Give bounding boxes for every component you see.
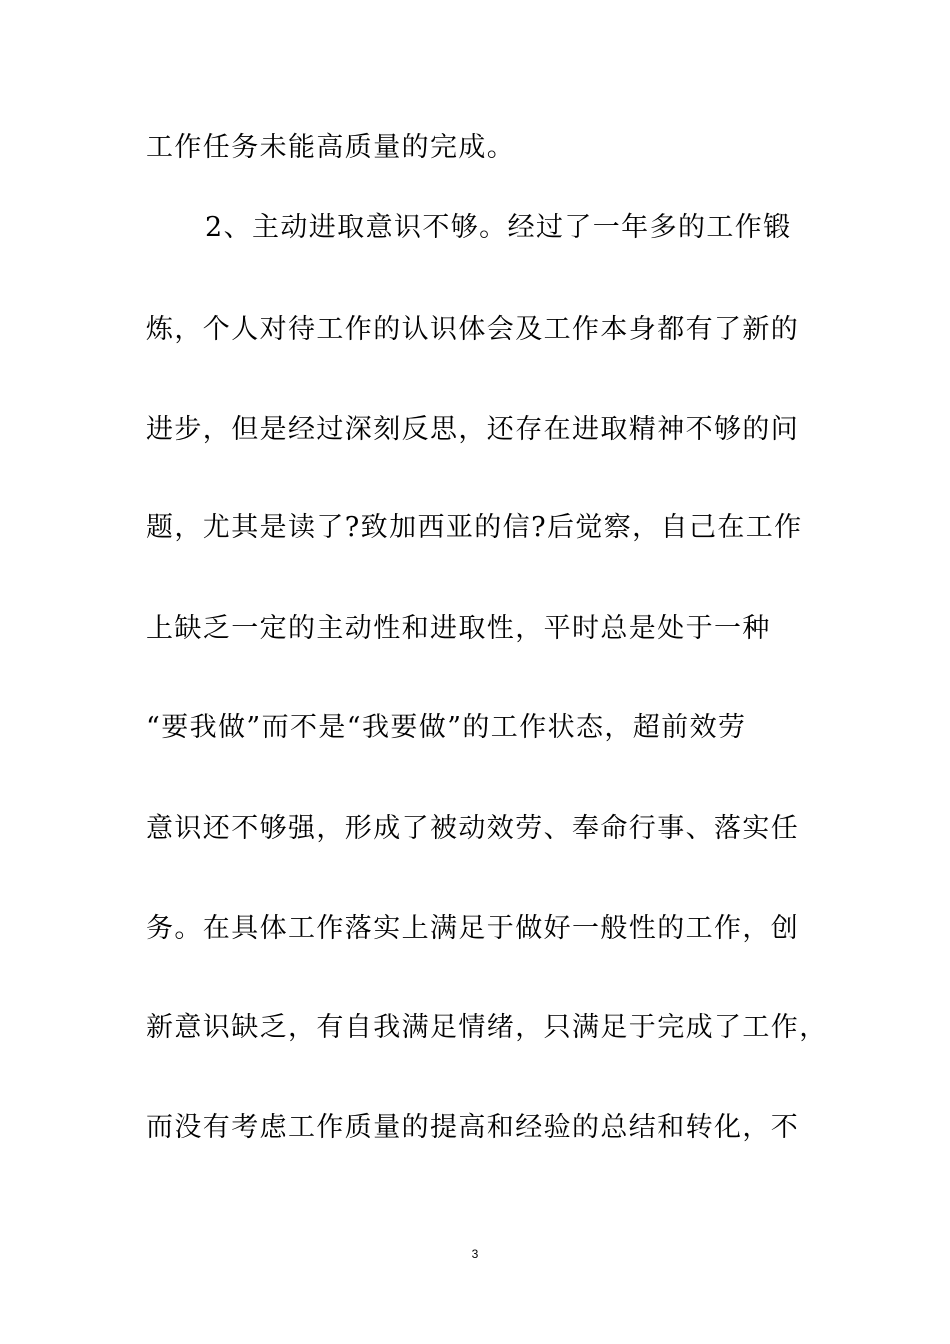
body-text-line: “要我做”而不是“我要做”的工作状态，超前效劳 [146, 712, 747, 743]
body-text-line: 新意识缺乏，有自我满足情绪，只满足于完成了工作， [146, 1012, 828, 1043]
body-text-line: 上缺乏一定的主动性和进取性，平时总是处于一种 [146, 613, 771, 644]
body-text-line: 而没有考虑工作质量的提高和经验的总结和转化，不 [146, 1112, 800, 1143]
body-text-line: 2、主动进取意识不够。经过了一年多的工作锻 [205, 212, 792, 243]
body-text-line: 炼，个人对待工作的认识体会及工作本身都有了新的 [146, 314, 800, 345]
body-text-line: 意识还不够强，形成了被动效劳、奉命行事、落实任 [146, 813, 800, 844]
body-text-line: 题，尤其是读了?致加西亚的信?后觉察，自己在工作 [146, 512, 803, 543]
body-text-line: 工作任务未能高质量的完成。 [146, 132, 516, 163]
body-text-line: 进步，但是经过深刻反思，还存在进取精神不够的问 [146, 414, 800, 445]
page-number: 3 [471, 1247, 479, 1261]
body-text-line: 务。在具体工作落实上满足于做好一般性的工作，创 [146, 913, 800, 944]
